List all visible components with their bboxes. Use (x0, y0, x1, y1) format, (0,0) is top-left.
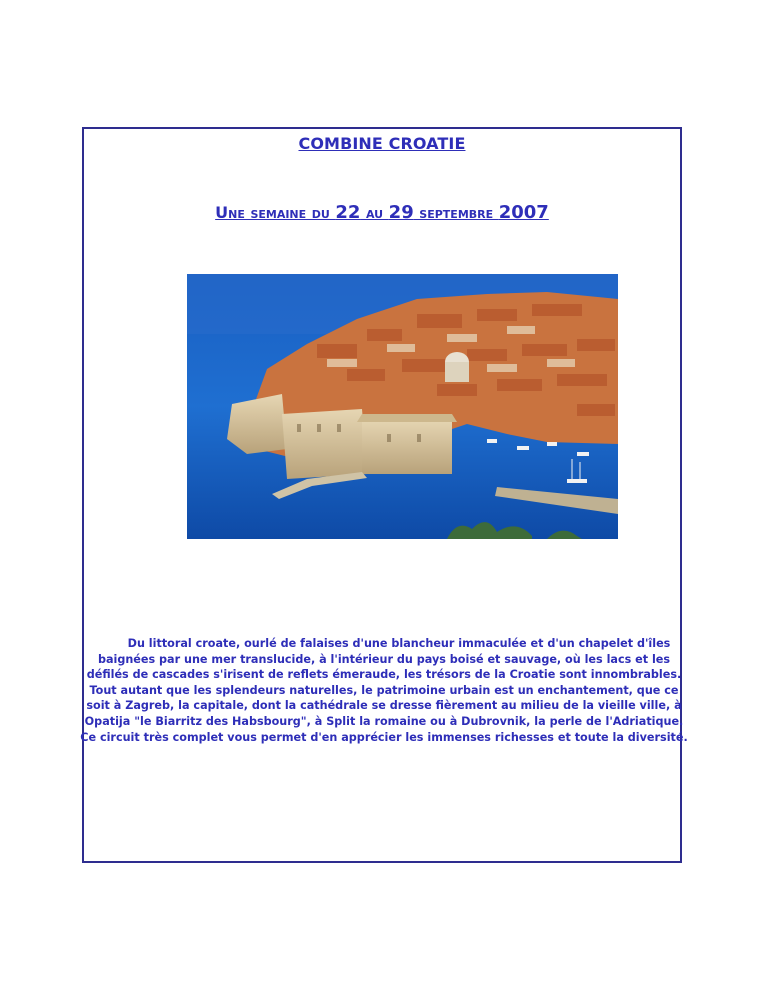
dubrovnik-illustration (187, 274, 618, 539)
document-frame (80, 127, 688, 863)
dubrovnik-photo (187, 274, 618, 539)
trip-dates-subtitle (84, 202, 680, 223)
subtitle-year: 2007 (498, 202, 549, 223)
subtitle-part-1: Une semaine du (215, 203, 336, 222)
document-title: COMBINE CROATIE (298, 134, 466, 153)
subtitle-part-2: au (360, 203, 389, 222)
trip-description: Du littoral croate, ourlé de falaises d'une blancheur immaculée et d'un chapelet d'îles baignées par une mer translucide, à l'intérieur du pays boisé et sauvage, où les lacs et les défilés de cascades s'irisent de reflets émeraude, les trésors de la Croatie sont innombrables. Tout autant que les splendeurs naturelles, le patrimoine urbain est un enchantement, que ce soit à Zagreb, la capitale, dont la cathédrale se dresse fièrement au milieu de la vieille ville, à Opatija "le Biarritz des Habsbourg", à Split la romaine ou à Dubrovnik, la perle de l'Adriatique. Ce circuit très complet vous permet d'en apprécier les immenses richesses et toute la diversité. (80, 637, 688, 744)
subtitle-day-end: 29 (388, 202, 414, 223)
subtitle-day-start: 22 (335, 202, 361, 223)
subtitle-part-3: septembre (413, 203, 499, 222)
